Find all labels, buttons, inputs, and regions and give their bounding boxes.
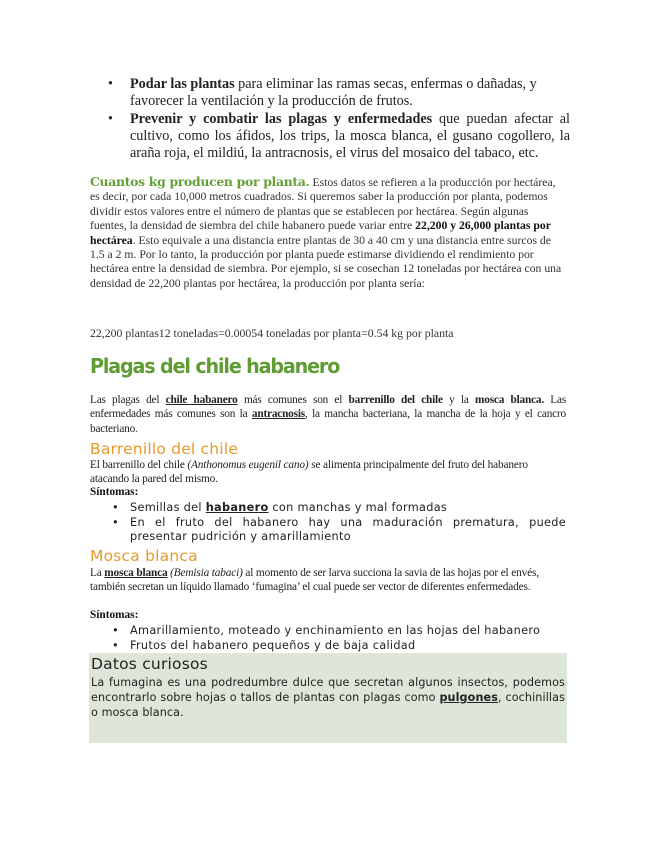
barrenillo-text: se alimenta principalmente del fruto del habanero atacando la pared del mismo. xyxy=(90,459,528,485)
intro-text: Las enfermedades más comunes son la xyxy=(90,394,567,421)
symptom-item xyxy=(90,624,566,639)
mosca-sintomas-label: Síntomas: xyxy=(90,609,139,621)
intro-bold-barrenillo: barrenillo del chile xyxy=(348,394,443,406)
datos-text: La fumagina es una podredumbre dulce que secretan algunos insectos, podemos encontrarlo sobre hojas o tallos de plantas con plagas como xyxy=(91,676,565,704)
bullet-marker: • xyxy=(108,111,113,127)
link-chile-habanero[interactable]: chile habanero xyxy=(165,394,238,406)
plagas-intro-paragraph xyxy=(90,393,566,436)
symptom-text: En el fruto del habanero hay una maduración prematura, puede presentar pudrición y amarillamiento xyxy=(130,515,566,544)
barrenillo-scientific-name: (Anthonomus eugenil cano) xyxy=(187,459,309,471)
barrenillo-paragraph xyxy=(90,459,566,486)
section-heading-plagas: Plagas del chile habanero xyxy=(90,354,340,378)
bullet-item-podar xyxy=(90,76,570,110)
bullet-text: que puedan afectar al cultivo, como los áfidos, los trips, la mosca blanca, el gusano cogollero, la araña roja, el mildiú, la antracnosis, el virus del mosaico del tabaco, etc. xyxy=(130,111,570,161)
datos-curiosos-text xyxy=(91,675,565,720)
intro-bold-mosca: mosca blanca. xyxy=(475,394,544,406)
subheading-barrenillo: Barrenillo del chile xyxy=(90,440,239,458)
bullet-marker: • xyxy=(112,624,119,637)
production-density-bold: 22,200 y 26,000 plantas por hectárea xyxy=(90,219,551,247)
intro-text: y la xyxy=(442,394,476,406)
symptom-text: Semillas del xyxy=(130,501,206,514)
production-paragraph xyxy=(90,175,568,291)
subheading-mosca-blanca: Mosca blanca xyxy=(90,547,198,565)
link-antracnosis[interactable]: antracnosis xyxy=(251,408,305,421)
mosca-text: La xyxy=(90,567,105,579)
symptom-text: con manchas y mal formadas xyxy=(268,501,448,514)
bullet-marker: • xyxy=(112,515,119,529)
production-lead-heading: Cuantos kg producen por planta. xyxy=(90,174,310,189)
bullet-bold: Prevenir y combatir las plagas y enfermedades xyxy=(130,111,433,127)
mosca-scientific-name: (Bemisia tabaci) xyxy=(167,567,243,579)
symptom-item xyxy=(90,501,566,516)
barrenillo-sintomas-label: Síntomas: xyxy=(90,486,139,498)
mosca-text: al momento de ser larva succiona la savia de las hojas por el envés, también secretan un líquido llamado ‘fumagina’ el cual puede ser vector de diferentes enfermedades. xyxy=(90,567,539,593)
symptom-item xyxy=(90,516,566,545)
mosca-paragraph xyxy=(90,567,566,594)
production-formula: 22,200 plantas12 toneladas=0.00054 toneladas por planta=0.54 kg por planta xyxy=(90,326,454,340)
datos-text: , cochinillas o mosca blanca. xyxy=(91,691,565,719)
mosca-symptom-list xyxy=(90,624,566,653)
symptom-text: Amarillamiento, moteado y enchinamiento en las hojas del habanero xyxy=(130,624,541,637)
datos-curiosos-title: Datos curiosos xyxy=(91,655,208,673)
intro-text: más comunes son el xyxy=(237,394,349,406)
intro-text: , la mancha bacteriana, la mancha de la hoja y el cancro bacteriano. xyxy=(90,408,566,435)
bullet-marker: • xyxy=(108,76,113,92)
link-habanero[interactable]: habanero xyxy=(205,501,269,514)
care-bullet-list xyxy=(90,76,570,163)
bullet-marker: • xyxy=(112,638,119,652)
symptom-text: Frutos del habanero pequeños y de baja calidad xyxy=(130,638,416,652)
datos-curiosos-box xyxy=(89,653,567,743)
production-text-2: . Esto equivale a una distancia entre plantas de 30 a 40 cm y una distancia entre surcos de 1.5 a 2 m. Por lo tanto, la producción por planta puede estimarse dividiendo el rendimiento por hectárea entre la densidad de siembra. Por ejemplo, si se cosechan 12 toneladas por hectárea con una densidad de 22,200 plantas por hectárea, la producción por planta sería: xyxy=(90,233,562,290)
symptom-item xyxy=(90,639,566,654)
bullet-bold: Podar las plantas xyxy=(130,76,235,92)
link-mosca-blanca[interactable]: mosca blanca xyxy=(104,567,168,579)
intro-text: Las plagas del xyxy=(90,394,166,406)
bullet-item-prevenir xyxy=(90,111,570,162)
production-text-1: Estos datos se refieren a la producción por hectárea, es decir, por cada 10,000 metros cuadrados. Si queremos saber la producción por planta, podemos dividir estos valores entre el número de plantas que se establecen por hectárea. Según algunas fuentes, la densidad de siembra del chile habanero puede variar entre xyxy=(90,176,556,233)
barrenillo-symptom-list xyxy=(90,501,566,545)
bullet-marker: • xyxy=(112,501,119,514)
barrenillo-text: El barrenillo del chile xyxy=(90,459,188,471)
bullet-text: para eliminar las ramas secas, enfermas o dañadas, y favorecer la ventilación y la producción de frutos. xyxy=(130,76,537,109)
link-pulgones[interactable]: pulgones xyxy=(439,691,498,704)
